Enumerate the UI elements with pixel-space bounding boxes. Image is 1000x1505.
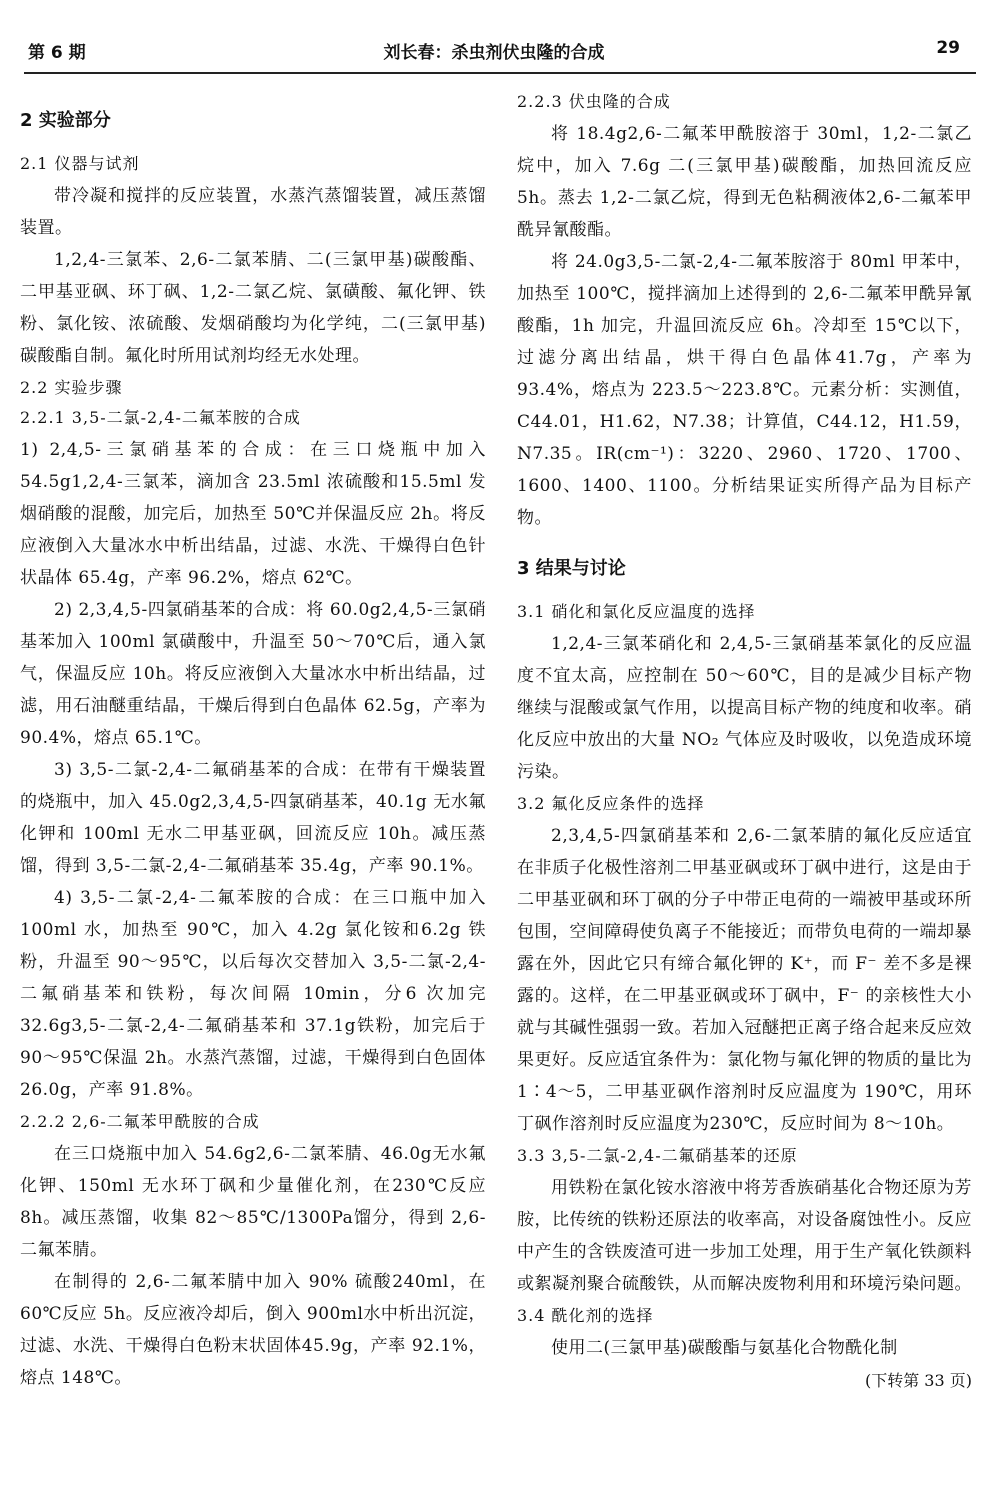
paragraph: 在三口烧瓶中加入 54.6g2,6-二氯苯腈、46.0g无水氟化钾、150ml 无水环丁砜和少量催化剂，在230℃反应 8h。减压蒸馏，收集 82～85℃/1300Pa馏分，得到 2,6-二氟苯腈。	[20, 1144, 486, 1260]
paragraph: 1,2,4-三氯苯、2,6-二氯苯腈、二(三氯甲基)碳酸酯、二甲基亚砜、环丁砜、1,2-二氯乙烷、氯磺酸、氟化钾、铁粉、氯化铵、浓硫酸、发烟硝酸均为化学纯，二(三氯甲基)碳酸酯自制。氟化时所用试剂均经无水处理。	[20, 250, 486, 366]
subsection-heading: 2.1 仪器与试剂	[20, 154, 140, 173]
subsection-heading: 3.4 酰化剂的选择	[517, 1306, 654, 1325]
continued-note: (下转第 33 页)	[864, 1371, 972, 1390]
section-heading: 2 实验部分	[20, 110, 111, 131]
paragraph: 使用二(三氯甲基)碳酸酯与氨基化合物酰化制	[551, 1338, 898, 1358]
paragraph: 带冷凝和搅拌的反应装置，水蒸汽蒸馏装置，减压蒸馏装置。	[20, 186, 486, 238]
paragraph: 2,3,4,5-四氯硝基苯和 2,6-二氯苯腈的氟化反应适宜在非质子化极性溶剂二甲基亚砜或环丁砜中进行，这是由于二甲基亚砜和环丁砜的分子中带正电荷的一端被甲基或环所包围，空间障碍使负离子不能接近；而带负电荷的一端却暴露在外，因此它只有缔合氟化钾的 K⁺，而 F⁻ 差不多是裸露的。这样，在二甲基亚砜或环丁砜中，F⁻ 的亲核性大小就与其碱性强弱一致。若加入冠醚把正离子络合起来反应效果更好。反应适宜条件为：氯化物与氟化钾的物质的量比为 1∶4～5，二甲基亚砜作溶剂时反应温度为 190℃，用环丁砜作溶剂时反应温度为230℃，反应时间为 8～10h。	[517, 826, 972, 1134]
subsection-heading: 2.2 实验步骤	[20, 378, 123, 397]
paragraph: 4) 3,5-二氯-2,4-二氟苯胺的合成：在三口瓶中加入 100ml 水，加热至 90℃，加入 4.2g 氯化铵和6.2g 铁粉，升温至 90～95℃，以后每次交替加入 3,5-二氯-2,4-二氟硝基苯和铁粉，每次间隔 10min，分6 次加完 32.6g3,5-二氯-2,4-二氟硝基苯和 37.1g铁粉，加完后于 90～95℃保温 2h。水蒸汽蒸馏，过滤，干燥得到白色固体 26.0g，产率 91.8%。	[20, 888, 486, 1100]
paragraph: 2) 2,3,4,5-四氯硝基苯的合成：将 60.0g2,4,5-三氯硝基苯加入 100ml 氯磺酸中，升温至 50～70℃后，通入氯气，保温反应 10h。将反应液倒入大量冰水中析出结晶，过滤，用石油醚重结晶，干燥后得到白色晶体 62.5g，产率为 90.4%，熔点 65.1℃。	[20, 600, 486, 748]
issue-number: 第 6 期	[28, 43, 86, 63]
paragraph: 1,2,4-三氯苯硝化和 2,4,5-三氯硝基苯氯化的反应温度不宜太高，应控制在 50～60℃，目的是减少目标产物继续与混酸或氯气作用，以提高目标产物的纯度和收率。硝化反应中放出的大量 NO₂ 气体应及时吸收，以免造成环境污染。	[517, 634, 972, 782]
page-header	[28, 30, 960, 66]
subsection-heading: 2.2.1 3,5-二氯-2,4-二氟苯胺的合成	[20, 408, 301, 427]
header-divider	[24, 72, 976, 74]
section-heading: 3 结果与讨论	[517, 558, 626, 579]
paragraph: 3) 3,5-二氯-2,4-二氟硝基苯的合成：在带有干燥装置的烧瓶中，加入 45.0g2,3,4,5-四氯硝基苯，40.1g 无水氟化钾和 100ml 无水二甲基亚砜，回流反应 10h。减压蒸馏，得到 3,5-二氯-2,4-二氟硝基苯 35.4g，产率 90.1%。	[20, 760, 486, 876]
paragraph: 将 24.0g3,5-二氯-2,4-二氟苯胺溶于 80ml 甲苯中，加热至 100℃，搅拌滴加上述得到的 2,6-二氟苯甲酰异氰酸酯，1h 加完，升温回流反应 6h。冷却至 15℃以下，过滤分离出结晶，烘干得白色晶体41.7g，产率为 93.4%，熔点为 223.5～223.8℃。元素分析：实测值，C44.01，H1.62，N7.38；计算值，C44.12，H1.59，N7.35。IR(cm⁻¹)：3220、2960、1720、1700、1600、1400、1100。分析结果证实所得产品为目标产物。	[517, 252, 972, 528]
subsection-heading: 2.2.3 伏虫隆的合成	[517, 92, 671, 111]
paragraph: 在制得的 2,6-二氟苯腈中加入 90% 硫酸240ml，在 60℃反应 5h。反应液冷却后，倒入 900ml水中析出沉淀，过滤、水洗、干燥得白色粉末状固体45.9g，产率 92.1%，熔点 148℃。	[20, 1272, 486, 1388]
subsection-heading: 2.2.2 2,6-二氟苯甲酰胺的合成	[20, 1112, 260, 1131]
subsection-heading: 3.3 3,5-二氯-2,4-二氟硝基苯的还原	[517, 1146, 798, 1165]
running-title: 刘长春：杀虫剂伏虫隆的合成	[383, 43, 605, 63]
page-number: 29	[936, 38, 960, 58]
paragraph: 1) 2,4,5-三氯硝基苯的合成：在三口烧瓶中加入54.5g1,2,4-三氯苯，滴加含 23.5ml 浓硫酸和15.5ml 发烟硝酸的混酸，加完后，加热至 50℃并保温反应 2h。将反应液倒入大量冰水中析出结晶，过滤、水洗、干燥得白色针状晶体 65.4g，产率 96.2%，熔点 62℃。	[20, 440, 486, 588]
right-column	[517, 86, 972, 1396]
left-column	[20, 86, 486, 1394]
paragraph: 将 18.4g2,6-二氟苯甲酰胺溶于 30ml，1,2-二氯乙烷中，加入 7.6g 二(三氯甲基)碳酸酯，加热回流反应 5h。蒸去 1,2-二氯乙烷，得到无色粘稠液体2,6-二氟苯甲酰异氰酸酯。	[517, 124, 972, 240]
subsection-heading: 3.1 硝化和氯化反应温度的选择	[517, 602, 756, 621]
subsection-heading: 3.2 氟化反应条件的选择	[517, 794, 705, 813]
paragraph: 用铁粉在氯化铵水溶液中将芳香族硝基化合物还原为芳胺，比传统的铁粉还原法的收率高，对设备腐蚀性小。反应中产生的含铁废渣可进一步加工处理，用于生产氧化铁颜料或絮凝剂聚合硫酸铁，从而解决废物利用和环境污染问题。	[517, 1178, 972, 1294]
